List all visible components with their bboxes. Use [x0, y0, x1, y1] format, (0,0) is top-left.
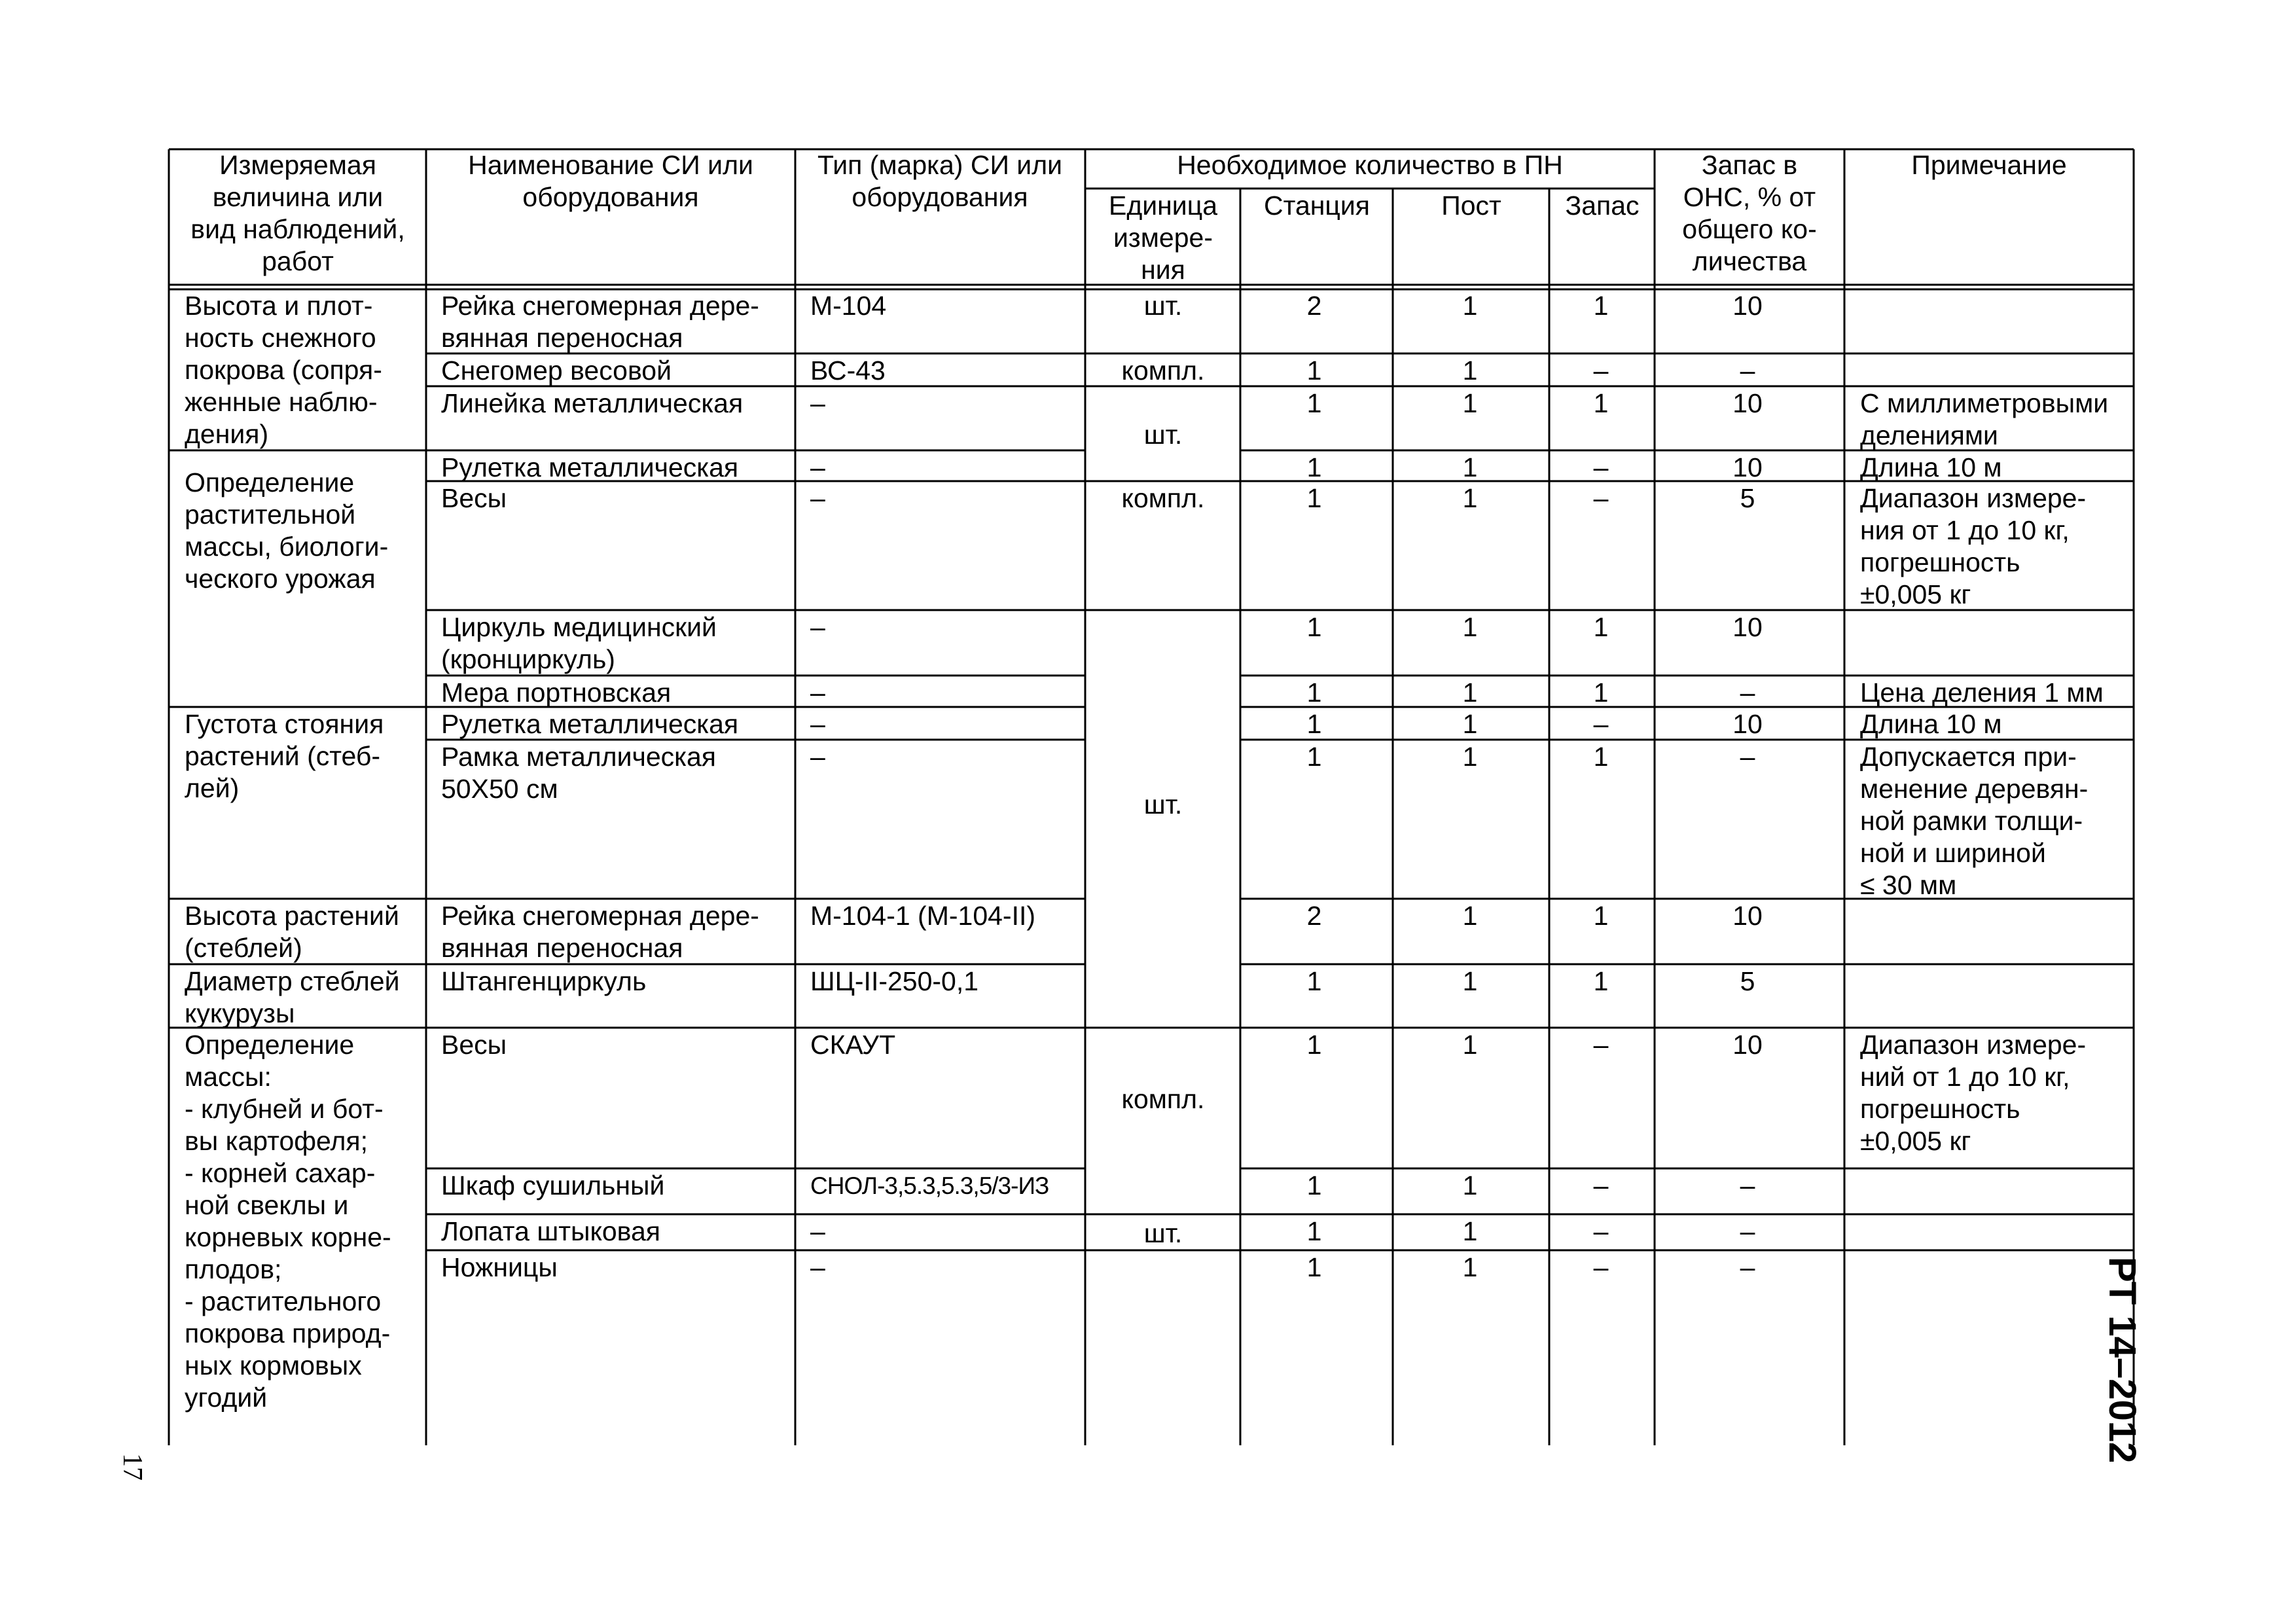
row-post: 1 [1462, 742, 1478, 772]
page-number: 17 [117, 1453, 147, 1481]
row-reserve: – [1740, 677, 1755, 708]
row-reserve: 5 [1740, 483, 1755, 513]
row-post: 1 [1462, 1030, 1478, 1060]
row-name: Весы [441, 1030, 507, 1060]
row-name: Рулетка металлическая [441, 452, 739, 482]
row-reserve: – [1740, 355, 1755, 386]
header-type: Тип (марка) СИ или оборудования [817, 150, 1063, 212]
row-spare: 1 [1593, 966, 1609, 996]
row-station: 2 [1306, 901, 1322, 931]
row-note: Допускается при- менение деревян- ной рамки толщи- ной и шириной ≤ 30 мм [1860, 742, 2089, 900]
row-spare: 1 [1593, 742, 1609, 772]
row-type: ШЦ-II-250-0,1 [810, 966, 979, 996]
row-type: – [810, 677, 825, 708]
row-name: Лопата штыковая [441, 1216, 660, 1246]
row-reserve: 10 [1732, 291, 1763, 321]
header-unit: Единица измере- ния [1108, 190, 1218, 285]
header-required: Необходимое количество в ПН [1177, 150, 1563, 180]
row-post: 1 [1462, 677, 1478, 708]
row-station: 1 [1306, 1216, 1322, 1246]
row-spare: 1 [1593, 901, 1609, 931]
unit-cell: шт. [1143, 420, 1183, 450]
row-station: 1 [1306, 1030, 1322, 1060]
row-reserve: 5 [1740, 966, 1755, 996]
row-name: Шкаф сушильный [441, 1170, 665, 1200]
row-reserve: – [1740, 742, 1755, 772]
row-post: 1 [1462, 1252, 1478, 1282]
row-station: 1 [1306, 452, 1322, 482]
row-spare: – [1593, 452, 1609, 482]
row-reserve: – [1740, 1216, 1755, 1246]
row-station: 1 [1306, 677, 1322, 708]
row-name: Мера портновская [441, 677, 672, 708]
row-name: Весы [441, 483, 507, 513]
row-station: 1 [1306, 612, 1322, 642]
row-spare: – [1593, 1170, 1609, 1200]
row-reserve: 10 [1732, 452, 1763, 482]
row-name: Циркуль медицинский (кронциркуль) [441, 612, 717, 674]
row-post: 1 [1462, 612, 1478, 642]
row-type: – [810, 709, 825, 739]
unit-cell: шт. [1143, 1218, 1183, 1248]
row-type: М-104 [810, 291, 887, 321]
row-reserve: 10 [1732, 1030, 1763, 1060]
row-post: 1 [1462, 355, 1478, 386]
row-spare: 1 [1593, 291, 1609, 321]
row-name: Рулетка металлическая [441, 709, 739, 739]
group-label: Определение растительной массы, биологи- ческого урожая [185, 467, 389, 594]
row-spare: – [1593, 1030, 1609, 1060]
row-type: СНОЛ-3,5.3,5.3,5/3-ИЗ [810, 1172, 1049, 1199]
row-reserve: 10 [1732, 709, 1763, 739]
unit-cell: компл. [1121, 483, 1205, 513]
row-type: ВС-43 [810, 355, 886, 386]
unit-cell: шт. [1143, 789, 1183, 820]
row-reserve: – [1740, 1170, 1755, 1200]
row-station: 1 [1306, 1170, 1322, 1200]
row-post: 1 [1462, 1216, 1478, 1246]
row-station: 1 [1306, 388, 1322, 418]
row-spare: – [1593, 709, 1609, 739]
row-reserve: 10 [1732, 901, 1763, 931]
row-name: Штангенциркуль [441, 966, 647, 996]
row-type: М-104-1 (М-104-II) [810, 901, 1036, 931]
row-note: Длина 10 м [1860, 709, 2002, 739]
row-type: – [810, 388, 825, 418]
row-note: Диапазон измере- ний от 1 до 10 кг, погрешность ±0,005 кг [1860, 1030, 2087, 1156]
group-label: Диаметр стеблей кукурузы [185, 966, 400, 1028]
row-name: Линейка металлическая [441, 388, 744, 418]
row-spare: – [1593, 1216, 1609, 1246]
header-post: Пост [1441, 190, 1501, 221]
row-note: Диапазон измере- ния от 1 до 10 кг, погрешность ±0,005 кг [1860, 483, 2087, 609]
row-post: 1 [1462, 901, 1478, 931]
row-type: – [810, 452, 825, 482]
row-post: 1 [1462, 1170, 1478, 1200]
header-name: Наименование СИ или оборудования [468, 150, 753, 212]
row-station: 1 [1306, 709, 1322, 739]
row-station: 2 [1306, 291, 1322, 321]
row-type: – [810, 612, 825, 642]
row-post: 1 [1462, 452, 1478, 482]
row-type: – [810, 1252, 825, 1282]
row-station: 1 [1306, 966, 1322, 996]
row-post: 1 [1462, 291, 1478, 321]
row-station: 1 [1306, 1252, 1322, 1282]
group-label: Определение массы: - клубней и бот- вы картофеля; - корней сахар- ной свеклы и корневых корне- плодов; - растительного покрова природ- ных кормовых угодий [185, 1030, 391, 1413]
group-label: Высота и плот- ность снежного покрова (сопря- женные наблю- дения) [185, 291, 382, 449]
row-spare: 1 [1593, 677, 1609, 708]
header-spare: Запас [1565, 190, 1640, 221]
row-spare: 1 [1593, 612, 1609, 642]
row-spare: 1 [1593, 388, 1609, 418]
unit-cell: компл. [1121, 1084, 1205, 1114]
row-reserve: 10 [1732, 388, 1763, 418]
row-post: 1 [1462, 388, 1478, 418]
row-station: 1 [1306, 742, 1322, 772]
row-station: 1 [1306, 355, 1322, 386]
row-spare: – [1593, 483, 1609, 513]
row-name: Рейка снегомерная дере- вянная переносная [441, 291, 759, 353]
row-type: – [810, 742, 825, 772]
group-label: Густота стояния растений (стеб- лей) [185, 709, 384, 803]
group-label: Высота растений (стеблей) [185, 901, 399, 963]
header-quantity: Измеряемая величина или вид наблюдений, работ [190, 150, 405, 276]
row-note: С миллиметровыми делениями [1860, 388, 2109, 450]
unit-cell: компл. [1121, 355, 1205, 386]
row-spare: – [1593, 1252, 1609, 1282]
row-type: СКАУТ [810, 1030, 896, 1060]
row-note: Длина 10 м [1860, 452, 2002, 482]
row-name: Ножницы [441, 1252, 558, 1282]
row-name: Рамка металлическая 50Х50 см [441, 742, 717, 804]
row-post: 1 [1462, 709, 1478, 739]
header-reserve: Запас в ОНС, % от общего ко- личества [1682, 150, 1817, 276]
row-type: – [810, 483, 825, 513]
row-note: Цена деления 1 мм [1860, 677, 2104, 708]
row-name: Рейка снегомерная дере- вянная переносная [441, 901, 759, 963]
unit-cell: шт. [1143, 291, 1183, 321]
row-type: – [810, 1216, 825, 1246]
header-station: Станция [1264, 190, 1370, 221]
row-spare: – [1593, 355, 1609, 386]
row-name: Снегомер весовой [441, 355, 672, 386]
header-note: Примечание [1911, 150, 2067, 180]
row-reserve: – [1740, 1252, 1755, 1282]
row-reserve: 10 [1732, 612, 1763, 642]
row-post: 1 [1462, 483, 1478, 513]
row-station: 1 [1306, 483, 1322, 513]
row-post: 1 [1462, 966, 1478, 996]
document-code: РТ 14–2012 [2101, 1257, 2144, 1464]
